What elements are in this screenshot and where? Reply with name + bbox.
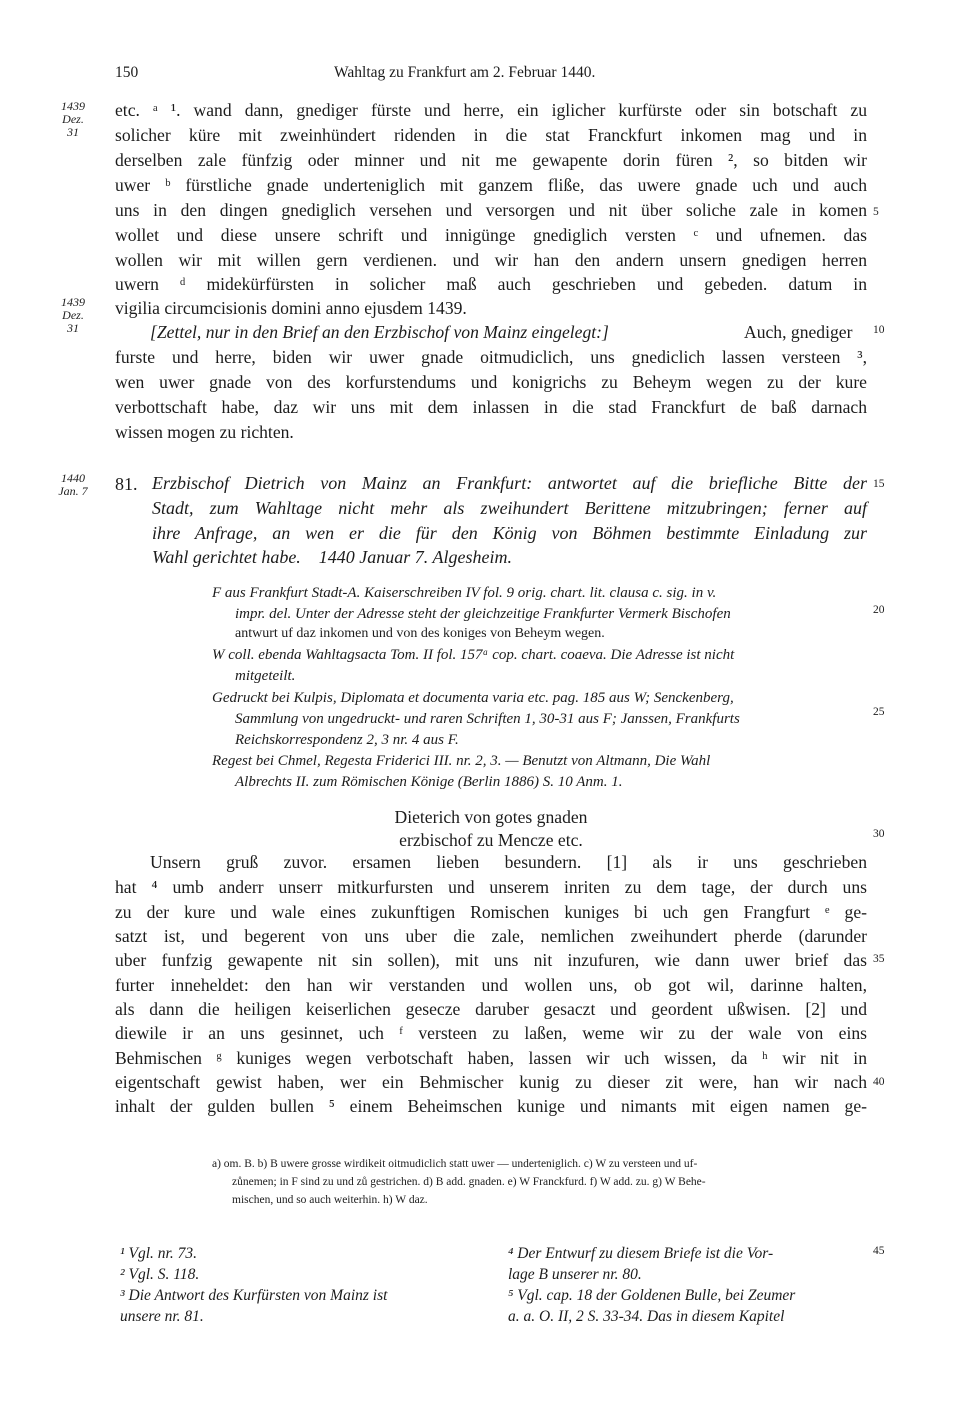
text-line: als dann die heiligen keiserlichen gesecze daruber gesaczt und geordent ußwisen. [2] und xyxy=(115,999,867,1019)
line-number: 25 xyxy=(873,706,885,718)
footnote-line: ³ Die Antwort des Kurfürsten von Mainz ist xyxy=(120,1287,388,1304)
address: Dieterich von gotes gnaden erzbischof zu Mencze etc. xyxy=(394,807,588,850)
text-line: solicher küre mit zweinhündert ridenden in die stat Franckfurt inkomen mag und in xyxy=(115,125,867,145)
text-line: wollet und diese unsere schrift und innigünge gnediglich versten ᶜ und ufnemen. das xyxy=(115,225,867,245)
source-line: Gedruckt bei Kulpis, Diplomata et documenta varia etc. pag. 185 aus W; Senckenberg, xyxy=(212,690,734,706)
margin-date-1: 1439 Dez. 31 xyxy=(61,99,85,139)
running-title: Wahltag zu Frankfurt am 2. Februar 1440. xyxy=(334,64,596,81)
source-line: impr. del. Unter der Adresse steht der gleichzeitige Frankfurter Vermerk Bischofen xyxy=(235,606,731,622)
footnote-line: ² Vgl. S. 118. xyxy=(120,1266,200,1283)
footnote-line: lage B unserer nr. 80. xyxy=(508,1266,642,1283)
line-number: 35 xyxy=(873,953,885,965)
source-line: Reichskorrespondenz 2, 3 nr. 4 aus F. xyxy=(235,732,459,748)
heading-line: Erzbischof Dietrich von Mainz an Frankfurt: antwortet auf die briefliche Bitte der xyxy=(152,473,867,493)
source-line: antwurt uf daz inkomen und von des koniges von Beheym wegen. xyxy=(235,626,605,641)
footnote-line: unsere nr. 81. xyxy=(120,1308,204,1325)
text-line: uns in den dingen gnediglich versehen und versorgen und nit über soliche zale in komen xyxy=(115,200,867,220)
heading-line: Wahl gerichtet habe. 1440 Januar 7. Algesheim. xyxy=(152,547,512,567)
text-line: wen uwer gnade von des korfurstendums und konigrichs zu Beheym wegen zu der kure xyxy=(115,372,867,392)
text-line: Auch, gnediger xyxy=(744,322,853,342)
line-number: 15 xyxy=(873,478,885,490)
text-line: uwern ᵈ midekürfürsten in solicher maß auch geschrieben und gebeden. datum in xyxy=(115,274,867,294)
text-line: etc. ᵃ ¹. wand dann, gnediger fürste und herre, ein iglicher kurfürste oder sin botschaft zu xyxy=(115,100,867,120)
text-line: zu der kure und wale eines zukunftigen Romischen kuniges bi uch gen Frangfurt ᵉ ge- xyxy=(115,902,867,922)
footnote-line: ¹ Vgl. nr. 73. xyxy=(120,1245,197,1262)
footnote-line: ⁴ Der Entwurf zu diesem Briefe ist die Vor- xyxy=(508,1245,774,1262)
text-line: inhalt der gulden bullen ⁵ einem Beheimschen kunige und nimants mit eigen namen ge- xyxy=(115,1096,867,1116)
text-line: furter inneheldet: den han wir verstanden und wollen uns, ob got wil, darinne halten, xyxy=(115,975,867,995)
text-line: furste und herre, biden wir uwer gnade oitmudiclich, uns gnediclich lassen versteen ³, xyxy=(115,347,867,367)
line-number: 40 xyxy=(873,1076,885,1088)
separator xyxy=(115,1228,867,1229)
page-number: 150 xyxy=(115,64,139,81)
variant-line: a) om. B. b) B uwere grosse wirdikeit oitmudiclich statt uwer — underteniglich. c) W zu versteen und uf- xyxy=(212,1158,698,1170)
text-line: verbottschaft habe, daz wir uns mit dem inlassen in die stad Franckfurt de baß darnach xyxy=(115,397,867,417)
text-line: wissen mogen zu richten. xyxy=(115,422,294,442)
footnote-line: ⁵ Vgl. cap. 18 der Goldenen Bulle, bei Zeumer xyxy=(508,1287,796,1304)
source-line: Sammlung von ungedruckt- und raren Schriften 1, 30-31 aus F; Janssen, Frankfurts xyxy=(235,711,740,727)
line-number: 10 xyxy=(873,324,885,336)
source-line: F aus Frankfurt Stadt-A. Kaiserschreiben IV fol. 9 orig. chart. lit. clausa c. sig. in v. xyxy=(212,585,717,601)
text-line: derselben zale fünfzig oder minner und nit me gewapente dorin füren ², so bitden wir xyxy=(115,150,867,170)
text-line: Unsern gruß zuvor. ersamen lieben besundern. [1] als ir uns geschrieben xyxy=(150,852,867,872)
margin-date-2: 1439 Dez. 31 xyxy=(61,295,85,335)
document-number: 81. xyxy=(115,474,138,494)
source-line: Albrechts II. zum Römischen Könige (Berlin 1886) S. 10 Anm. 1. xyxy=(235,774,623,790)
text-line: hat ⁴ umb anderr unserr mitkurfursten und unserem inriten zu dem tage, der durch uns xyxy=(115,877,867,897)
source-line: mitgeteilt. xyxy=(235,668,296,684)
line-number: 5 xyxy=(873,206,879,218)
text-line: diewile ir an uns gesinnet, uch ᶠ versteen zu laßen, weme wir zu der wale von eins xyxy=(115,1023,867,1043)
heading-line: ihre Anfrage, an wen er die für den König von Böhmen bestimmte Einladung zur xyxy=(152,523,867,543)
text-line: Behmischen ᵍ kuniges wegen verbotschaft haben, lassen wir uch wissen, da ʰ wir nit in xyxy=(115,1048,867,1068)
source-line: W coll. ebenda Wahltagsacta Tom. II fol. 157ᵃ cop. chart. coaeva. Die Adresse ist nicht xyxy=(212,647,735,663)
text-line: satzt ist, und begerent von uns uber die zale, nemlichen zweihundert pherde (darunder xyxy=(115,926,867,946)
line-number: 20 xyxy=(873,604,885,616)
heading-line: Stadt, zum Wahltage nicht mehr als zweihundert Berittene mitzubringen; ferner auf xyxy=(152,498,867,518)
line-number: 45 xyxy=(873,1245,885,1257)
text-line: uber funfzig gewapente nit sin sollen), mit uns nit inzufuren, wie dann uwer brief das xyxy=(115,950,867,970)
text-line: uwer ᵇ fürstliche gnade underteniglich mit ganzem fliße, das uwere gnade uch und auch xyxy=(115,175,867,195)
zettel-label: [Zettel, nur in den Brief an den Erzbischof von Mainz eingelegt:] xyxy=(150,322,609,342)
text-line: eigentschaft gewist haben, wer ein Behmischer kunig zu dieser zit were, han wir nach xyxy=(115,1072,867,1092)
line-number: 30 xyxy=(873,828,885,840)
variant-line: zůnemen; in F sind zu und zů gestrichen. d) B add. gnaden. e) W Franckfurd. f) W add. zu. g) W Behe- xyxy=(232,1176,706,1188)
source-line: Regest bei Chmel, Regesta Friderici III. nr. 2, 3. — Benutzt von Altmann, Die Wahl xyxy=(212,753,711,769)
text-line: wollen wir mit willen gern verdienen. und wir han den andern unsern gnedigen herren xyxy=(115,250,867,270)
margin-date-3: 1440 Jan. 7 xyxy=(58,471,88,498)
footnote-line: a. a. O. II, 2 S. 33-34. Das in diesem Kapitel xyxy=(508,1308,785,1325)
text-line: vigilia circumcisionis domini anno ejusdem 1439. xyxy=(115,298,467,318)
variant-line: mischen, und so auch weiterhin. h) W daz. xyxy=(232,1194,428,1206)
